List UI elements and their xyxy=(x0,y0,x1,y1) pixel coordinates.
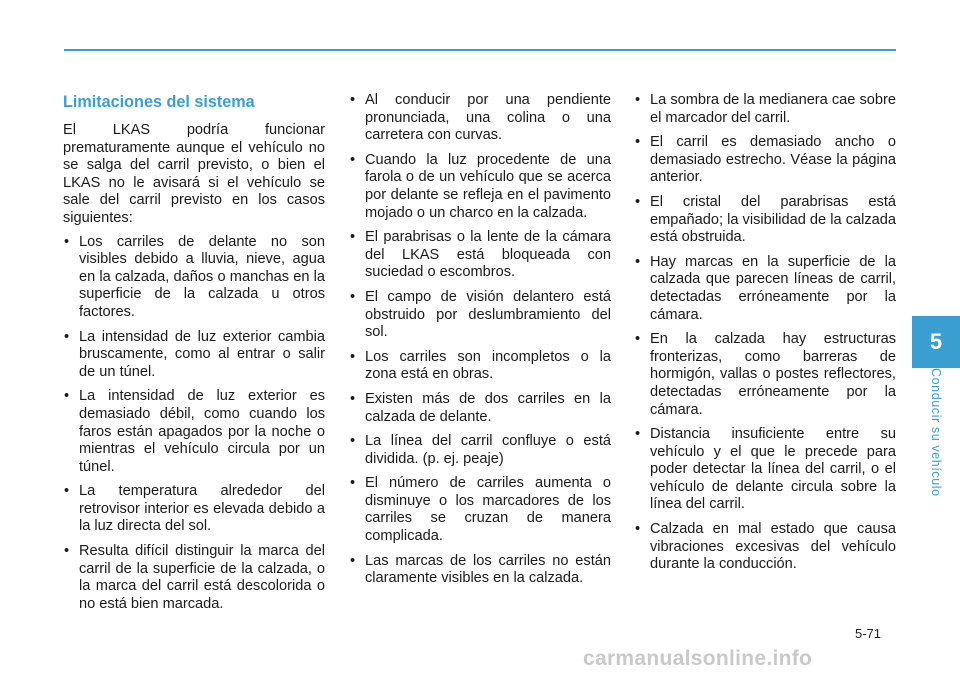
list-item-text: La intensidad de luz exterior cambia bruscamente, como al entrar o salir de un túnel. xyxy=(79,328,325,380)
bullet-icon: • xyxy=(64,483,70,500)
list-item xyxy=(634,134,896,187)
list-item-text: La temperatura alrededor del retrovisor interior es elevada debido a la luz directa del sol. xyxy=(79,483,325,535)
bullet-icon: • xyxy=(635,193,641,210)
list-item xyxy=(63,329,325,382)
list-item xyxy=(349,475,611,545)
list-item xyxy=(349,349,611,384)
bullet-icon: • xyxy=(350,475,356,492)
bullet-icon: • xyxy=(350,92,356,108)
list-item-text: Cuando la luz procedente de una farola o de un vehículo que se acerca por delante se refleja en el pavimento mojado o un charco en la calzada. xyxy=(365,151,611,221)
list-item xyxy=(63,483,325,536)
column-3 xyxy=(634,92,896,581)
list-item xyxy=(349,553,611,588)
bullet-icon: • xyxy=(64,388,70,405)
column-2 xyxy=(349,92,611,595)
limitations-list-3 xyxy=(634,92,896,574)
list-item-text: Resulta difícil distinguir la marca del carril de la superficie de la calzada, o la marca del carril está descolorida o no está bien marcada. xyxy=(79,543,325,612)
section-intro: El LKAS podría funcionar prematuramente aunque el vehículo no se salga del carril previsto, o bien el LKAS no le avisará si el vehículo se sale del carril previsto en los casos siguientes: xyxy=(63,122,325,226)
bullet-icon: • xyxy=(350,552,356,569)
list-item xyxy=(349,433,611,468)
list-item xyxy=(63,388,325,476)
list-item-text: Los carriles de delante no son visibles debido a lluvia, nieve, agua en la calzada, daños o manchas en la superficie de la calzada u otros factores. xyxy=(79,233,325,320)
list-item xyxy=(634,521,896,574)
list-item-text: Las marcas de los carriles no están claramente visibles en la calzada. xyxy=(365,552,611,587)
bullet-icon: • xyxy=(350,390,356,407)
limitations-list-1 xyxy=(63,234,325,614)
list-item-text: El número de carriles aumenta o disminuye o los marcadores de los carriles se cruzan de manera complicada. xyxy=(365,475,611,545)
list-item xyxy=(634,331,896,419)
list-item-text: Distancia insuficiente entre su vehículo y el que le precede para poder detectar la línea del carril, o el vehículo de delante circula sobre la línea del carril. xyxy=(650,426,896,513)
bullet-icon: • xyxy=(64,233,70,250)
bullet-icon: • xyxy=(635,521,641,538)
list-item xyxy=(349,92,611,145)
list-item-text: Calzada en mal estado que causa vibraciones excesivas del vehículo durante la conducción. xyxy=(650,521,896,573)
bullet-icon: • xyxy=(350,229,356,246)
bullet-icon: • xyxy=(350,348,356,365)
list-item-text: La línea del carril confluye o está dividida. (p. ej. peaje) xyxy=(365,433,611,467)
page-number: 5-71 xyxy=(855,626,882,641)
list-item xyxy=(349,152,611,222)
chapter-number-tab[interactable]: 5 xyxy=(912,316,960,368)
bullet-icon: • xyxy=(350,288,356,305)
list-item xyxy=(63,543,325,613)
chapter-title: Conducir su vehículo xyxy=(929,368,943,497)
list-item-text: Los carriles son incompletos o la zona está en obras. xyxy=(365,348,611,383)
bullet-icon: • xyxy=(64,328,70,345)
list-item xyxy=(349,289,611,342)
list-item-text: El campo de visión delantero está obstruido por deslumbramiento del sol. xyxy=(365,288,611,341)
header-rule xyxy=(64,49,896,51)
bullet-icon: • xyxy=(350,151,356,168)
list-item xyxy=(63,234,325,322)
list-item xyxy=(634,92,896,127)
bullet-icon: • xyxy=(635,92,641,108)
watermark: carmanualsonline.info xyxy=(583,647,813,670)
section-title: Limitaciones del sistema xyxy=(63,93,255,111)
list-item-text: La sombra de la medianera cae sobre el marcador del carril. xyxy=(650,92,896,126)
list-item-text: Al conducir por una pendiente pronunciada, una colina o una carretera con curvas. xyxy=(365,92,611,144)
list-item-text: El parabrisas o la lente de la cámara del LKAS está bloqueada con suciedad o escombros. xyxy=(365,229,611,281)
list-item xyxy=(349,229,611,282)
list-item xyxy=(634,426,896,514)
bullet-icon: • xyxy=(635,253,641,270)
list-item-text: Hay marcas en la superficie de la calzada que parecen líneas de carril, detectadas erróneamente por la cámara. xyxy=(650,253,896,323)
list-item-text: Existen más de dos carriles en la calzada de delante. xyxy=(365,390,611,425)
limitations-list-2 xyxy=(349,92,611,588)
bullet-icon: • xyxy=(64,543,70,560)
list-item-text: La intensidad de luz exterior es demasiado débil, como cuando los faros están apagados por la noche o mientras el vehículo circula por un túnel. xyxy=(79,388,325,475)
list-item xyxy=(634,254,896,324)
list-item-text: En la calzada hay estructuras fronterizas, como barreras de hormigón, vallas o postes reflectores, detectadas erróneamente por la cámara. xyxy=(650,331,896,418)
list-item-text: El cristal del parabrisas está empañado; la visibilidad de la calzada está obstruida. xyxy=(650,193,896,246)
bullet-icon: • xyxy=(635,331,641,348)
list-item xyxy=(349,391,611,426)
column-1 xyxy=(63,92,325,620)
bullet-icon: • xyxy=(635,426,641,443)
bullet-icon: • xyxy=(635,134,641,151)
bullet-icon: • xyxy=(350,433,356,450)
list-item xyxy=(634,194,896,247)
list-item-text: El carril es demasiado ancho o demasiado estrecho. Véase la página anterior. xyxy=(650,134,896,186)
